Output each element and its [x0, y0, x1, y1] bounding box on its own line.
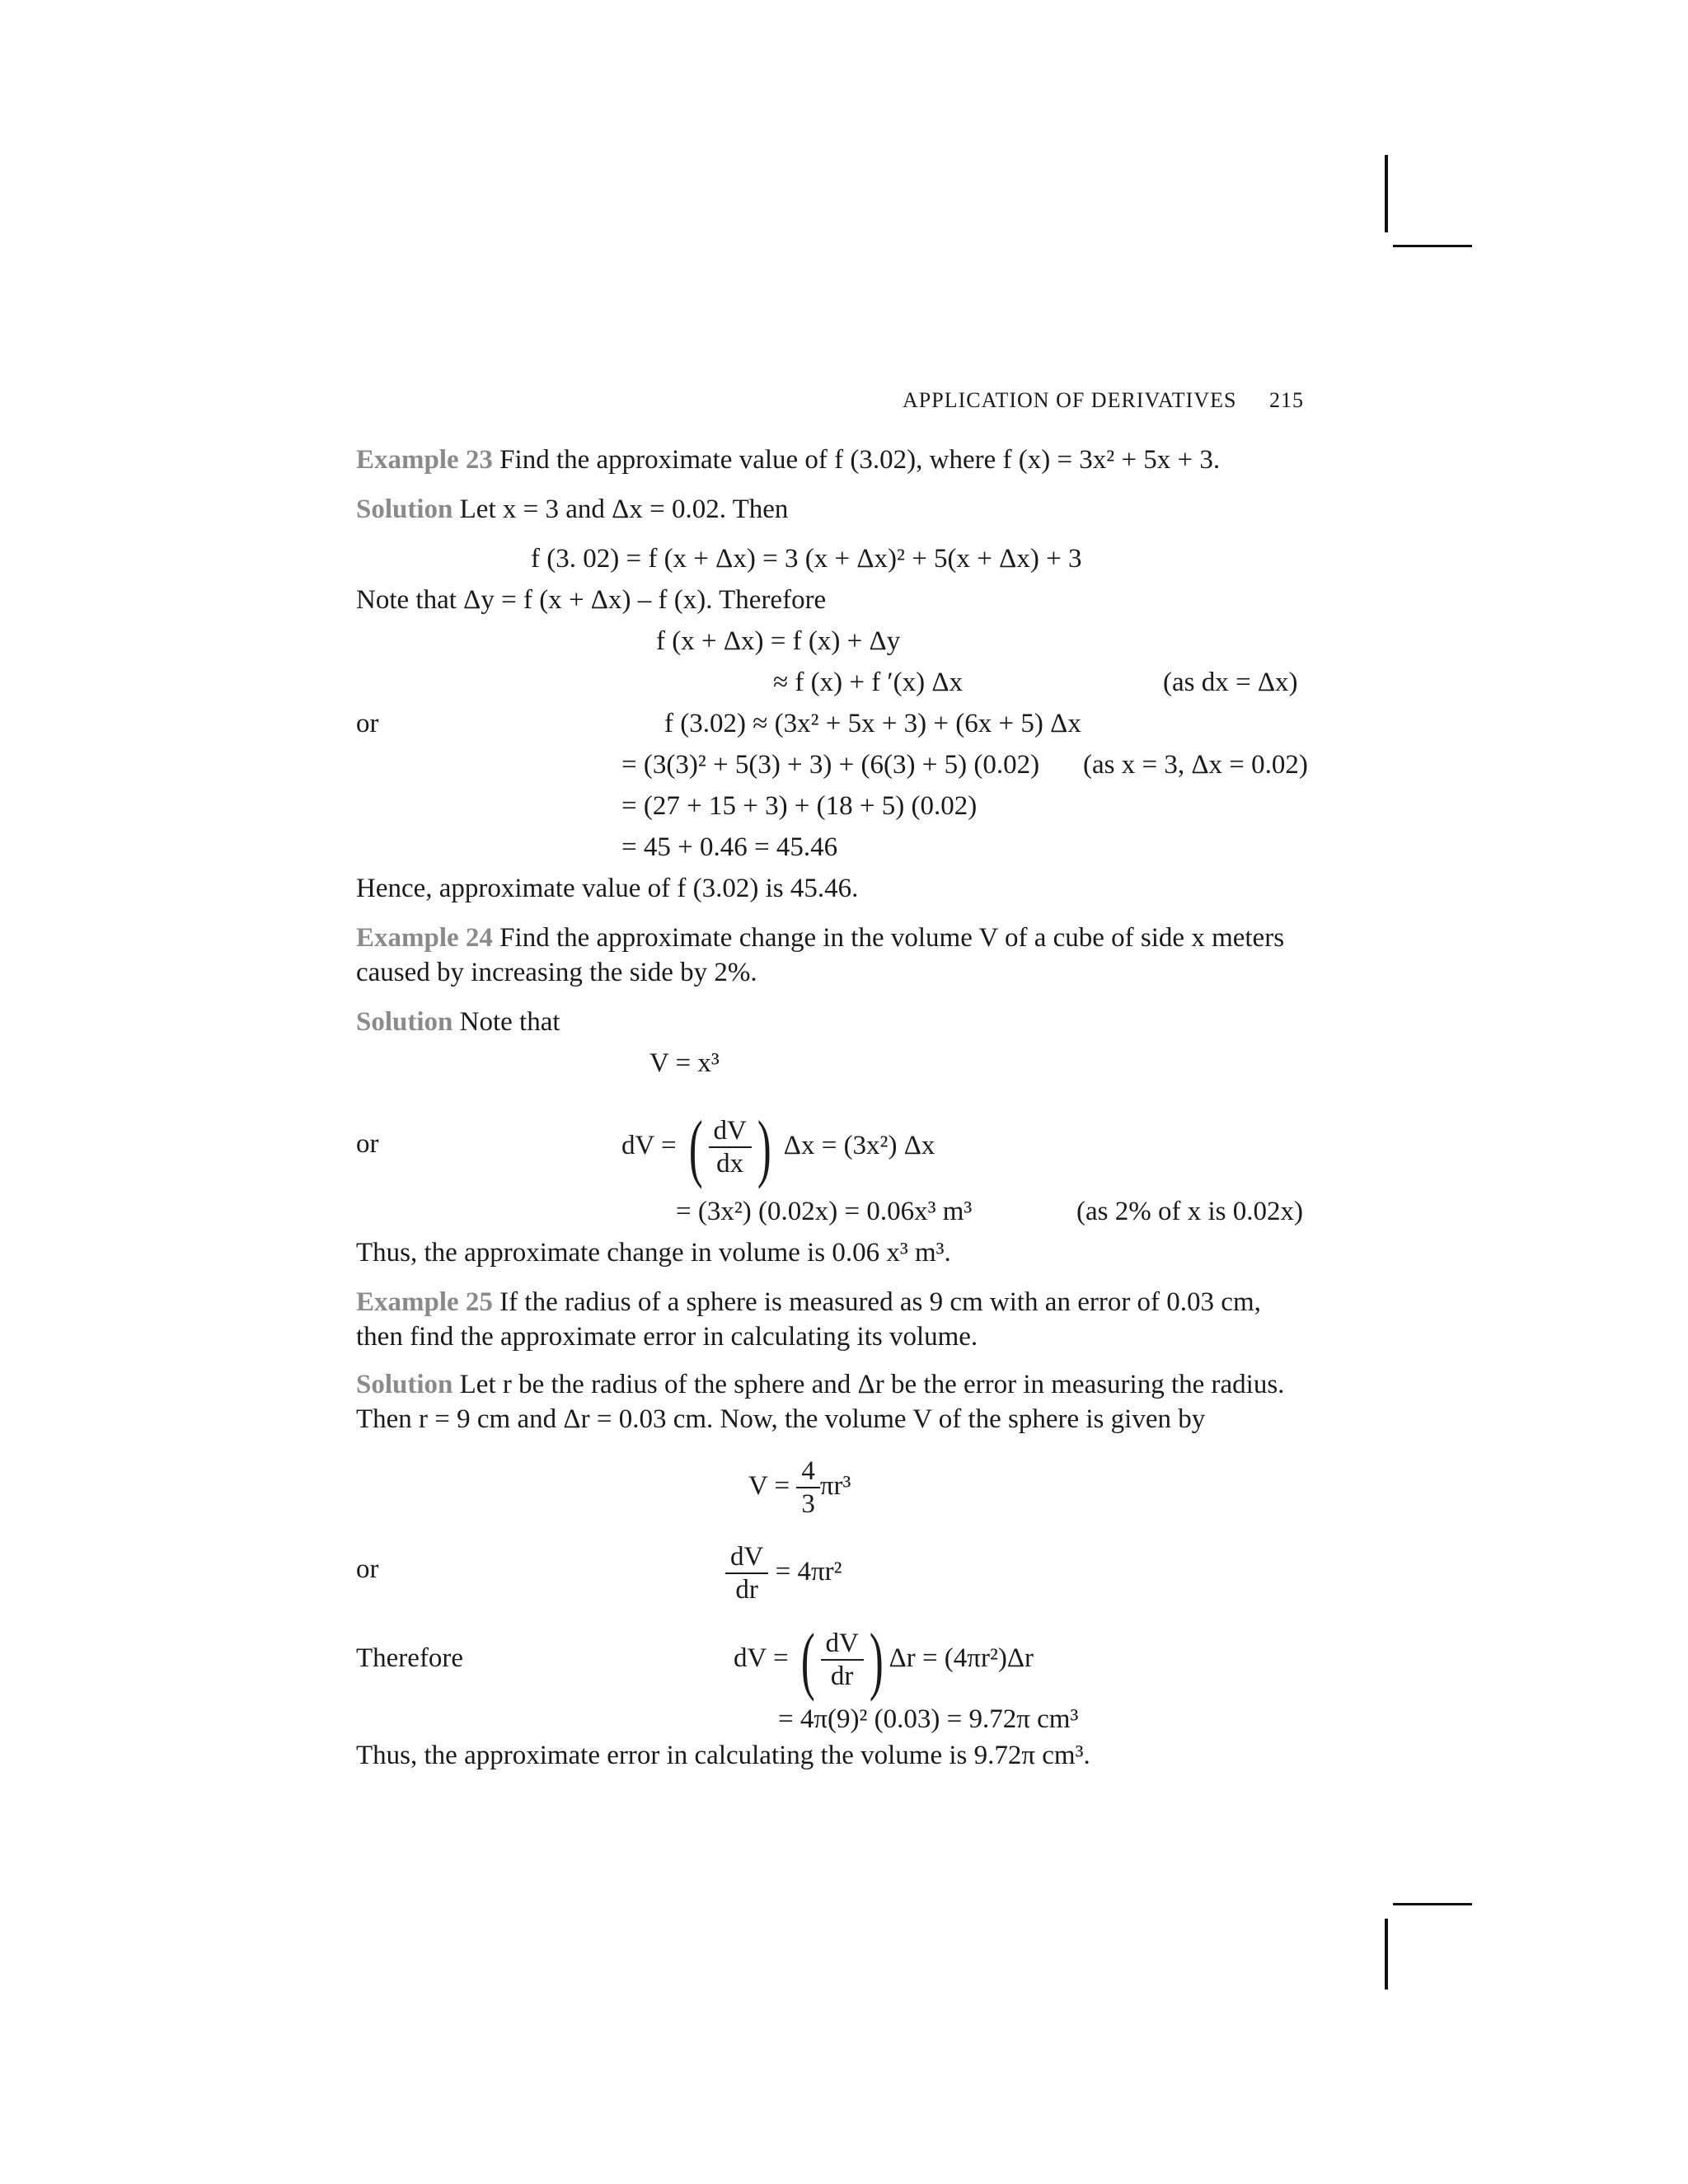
equation-line: = (3x²) (0.02x) = 0.06x³ m³ [676, 1197, 973, 1226]
equation-line: f (x + Δx) = f (x) + Δy [656, 626, 901, 656]
example-label: Example 25 [356, 1287, 493, 1317]
left-paren: ( [800, 1618, 815, 1703]
equation-line: = 4π(9)² (0.03) = 9.72π cm³ [778, 1704, 1079, 1734]
or-label: or [356, 709, 379, 738]
solution-label: Solution [356, 1370, 453, 1399]
conclusion-line: Thus, the approximate change in volume is 0.06 x³ m³. [356, 1238, 951, 1268]
conclusion-line: Hence, approximate value of f (3.02) is 45.46. [356, 874, 859, 903]
left-paren: ( [688, 1105, 703, 1190]
equation-line: = 45 + 0.46 = 45.46 [621, 832, 838, 862]
solution-label: Solution [356, 1007, 453, 1037]
fraction: $\frac{4}{3}$ [796, 1455, 820, 1520]
equation-line: f (3.02) ≈ (3x² + 5x + 3) + (6x + 5) Δx [664, 709, 1081, 738]
derivative-equation: dV = ( $\frac{dV}{dx}$ ) Δx = (3x²) Δx [621, 1105, 935, 1190]
example-23-question: Example 23 Find the approximate value of f (3.02), where f (x) = 3x² + 5x + 3. [356, 445, 1221, 475]
example-label: Example 24 [356, 923, 493, 953]
crop-mark-bottom-vertical [1385, 1919, 1388, 1990]
page-number: 215 [1269, 388, 1304, 412]
equation-line: V = x³ [649, 1048, 720, 1078]
equation-note: (as dx = Δx) [1163, 668, 1298, 697]
text-line: caused by increasing the side by 2%. [356, 958, 757, 987]
equation-note: (as 2% of x is 0.02x) [1076, 1197, 1303, 1226]
example-25-solution: Solution Let r be the radius of the sphere and Δr be the error in measuring the radius. [356, 1370, 1285, 1399]
crop-mark-top-horizontal [1393, 245, 1472, 247]
example-25-question: Example 25 If the radius of a sphere is measured as 9 cm with an error of 0.03 cm, [356, 1287, 1261, 1317]
volume-equation: V = $\frac{4}{3}$ πr³ [748, 1456, 851, 1520]
text-line: Then r = 9 cm and Δr = 0.03 cm. Now, the volume V of the sphere is given by [356, 1404, 1206, 1434]
equation-line: = (27 + 15 + 3) + (18 + 5) (0.02) [621, 791, 978, 821]
therefore-label: Therefore [356, 1643, 464, 1673]
header-title: APPLICATION OF DERIVATIVES [903, 388, 1237, 412]
crop-mark-top-vertical [1385, 155, 1388, 232]
derivative-equation: $\frac{dV}{dr}$ = 4πr² [725, 1535, 842, 1609]
running-header [903, 384, 1236, 417]
right-paren: ) [757, 1105, 771, 1190]
fraction: $\frac{dV}{dr}$ [725, 1541, 768, 1605]
example-24-solution: Solution Note that [356, 1007, 560, 1037]
text-line: Note that Δy = f (x + Δx) – f (x). Therefore [356, 585, 827, 615]
example-24-question: Example 24 Find the approximate change in the volume V of a cube of side x meters [356, 923, 1285, 953]
fraction: $\frac{dV}{dr}$ [821, 1628, 864, 1692]
equation-note: (as x = 3, Δx = 0.02) [1083, 750, 1308, 780]
or-label: or [356, 1129, 379, 1159]
crop-mark-bottom-horizontal [1393, 1903, 1472, 1905]
solution-label: Solution [356, 494, 453, 524]
example-label: Example 23 [356, 445, 493, 475]
equation-line: f (3. 02) = f (x + Δx) = 3 (x + Δx)² + 5(x + Δx) + 3 [531, 544, 1082, 574]
text-line: then find the approximate error in calculating its volume. [356, 1322, 978, 1352]
right-paren: ) [869, 1618, 884, 1703]
differential-equation: dV = ( $\frac{dV}{dr}$ ) Δr = (4πr²)Δr [734, 1618, 1034, 1703]
conclusion-line: Thus, the approximate error in calculating the volume is 9.72π cm³. [356, 1741, 1090, 1770]
or-label: or [356, 1554, 379, 1584]
example-23-solution: Solution Let x = 3 and Δx = 0.02. Then [356, 494, 789, 524]
fraction: $\frac{dV}{dx}$ [709, 1115, 752, 1179]
equation-line: ≈ f (x) + f ′(x) Δx [773, 668, 964, 697]
equation-line: = (3(3)² + 5(3) + 3) + (6(3) + 5) (0.02) [621, 750, 1040, 780]
